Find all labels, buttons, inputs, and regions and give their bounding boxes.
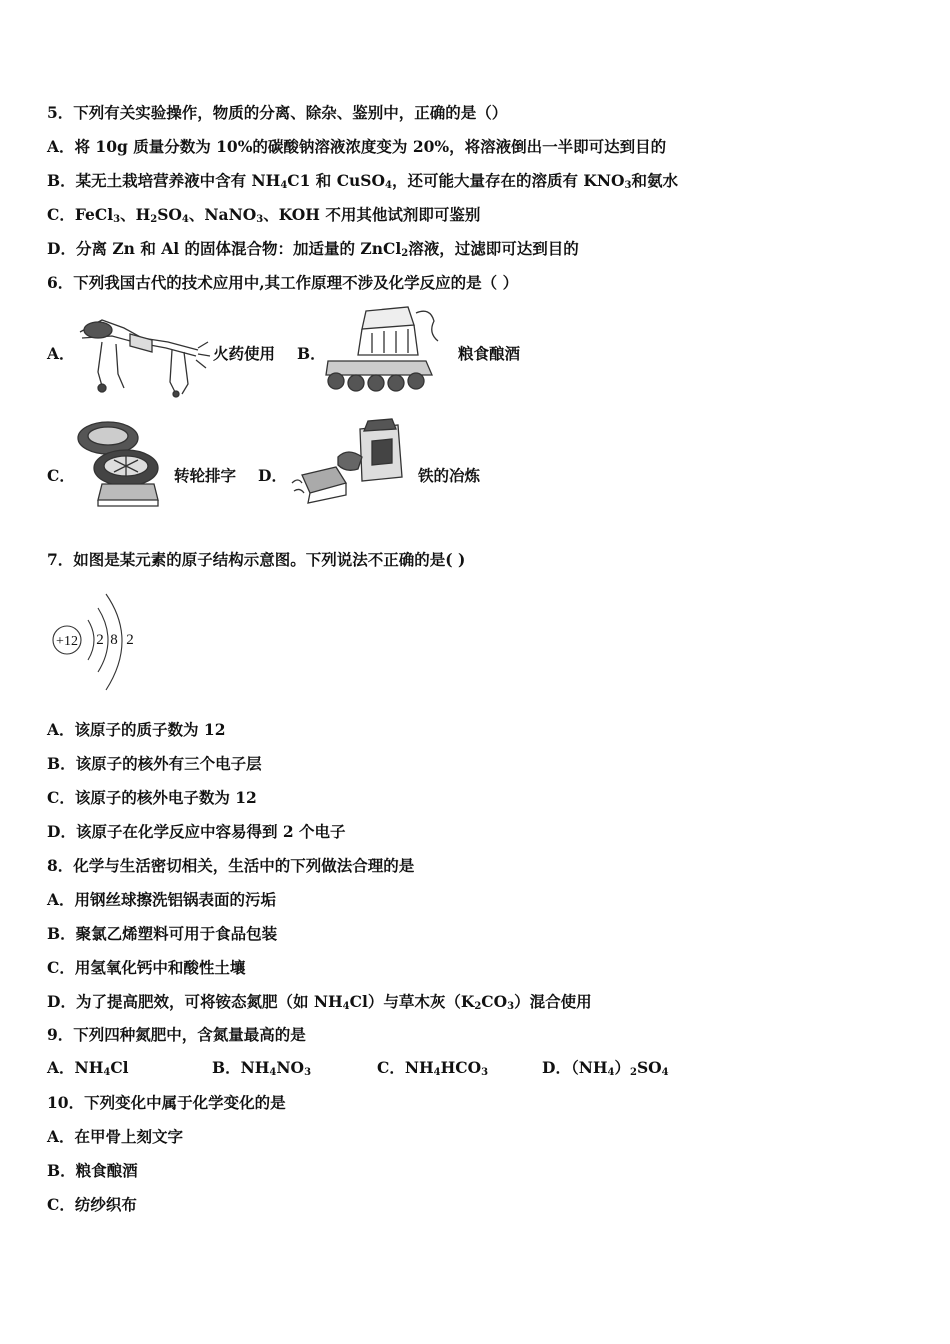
- q8-option-c: C．用氢氧化钙中和酸性土壤: [47, 958, 246, 977]
- q6-option-b-caption: 粮食酿酒: [458, 344, 521, 363]
- nucleus-charge: +12: [56, 634, 78, 649]
- q7-option-d: D．该原子在化学反应中容易得到 2 个电子: [47, 822, 346, 841]
- q10-option-a: A．在甲骨上刻文字: [47, 1127, 184, 1146]
- q7-option-a: A．该原子的质子数为 12: [47, 720, 226, 739]
- gunpowder-illustration: [72, 312, 212, 398]
- q10-option-c: C．纺纱织布: [47, 1195, 137, 1214]
- q9-option-a: A．$NH_4Cl$: [47, 1058, 129, 1078]
- shell-count-2: 8: [110, 632, 118, 648]
- shell-arc-1: [88, 620, 94, 660]
- q5-option-b: B．某无土栽培营养液中含有 $NH_4C1$ 和 CuSO$_4$，还可能大量存在的溶质有 $KNO_3$和氨水: [47, 171, 678, 191]
- shell-count-1: 2: [96, 632, 104, 648]
- shell-count-3: 2: [126, 632, 134, 648]
- q7-option-c: C．该原子的核外电子数为 12: [47, 788, 257, 807]
- q6-option-d-label: D．: [258, 466, 287, 485]
- q5-option-d: D．分离 Zn 和 Al 的固体混合物：加适量的 ZnCl$_2$溶液，过滤即可达到目的: [47, 239, 579, 259]
- brewing-illustration: [322, 303, 442, 399]
- q8-option-b: B．聚氯乙烯塑料可用于食品包装: [47, 924, 278, 943]
- q5-option-a: A．将 10g 质量分数为 10%的碳酸钠溶液浓度变为 20%，将溶液倒出一半即可达到目的: [47, 137, 667, 156]
- q8-option-d: D．为了提高肥效，可将铵态氮肥（如 $NH_4Cl$）与草木灰$(K_2CO_3)$混合使用: [47, 992, 592, 1012]
- q10-stem: 10．下列变化中属于化学变化的是: [47, 1093, 286, 1112]
- movable-type-illustration: [74, 414, 166, 510]
- q9-option-b: B．$NH_4NO_3$: [212, 1058, 312, 1078]
- q8-option-a: A．用钢丝球擦洗铝锅表面的污垢: [47, 890, 277, 909]
- q7-option-b: B．该原子的核外有三个电子层: [47, 754, 262, 773]
- q6-option-a-caption: 火药使用: [213, 344, 276, 363]
- q6-option-a-label: A．: [47, 344, 75, 363]
- q9-option-d: D．$(NH_4)_2SO_4$: [542, 1058, 669, 1078]
- q5-stem: 5．下列有关实验操作，物质的分离、除杂、鉴别中，正确的是（）: [47, 103, 508, 122]
- q6-option-b-label: B．: [297, 344, 326, 363]
- q6-option-c-label: C．: [47, 466, 75, 485]
- q6-stem: 6．下列我国古代的技术应用中,其工作原理不涉及化学反应的是（ ）: [47, 273, 519, 292]
- q8-stem: 8．化学与生活密切相关，生活中的下列做法合理的是: [47, 856, 415, 875]
- iron-smelting-illustration: [288, 417, 410, 509]
- q10-option-b: B．粮食酿酒: [47, 1161, 138, 1180]
- q9-option-c: C．$NH_4HCO_3$: [377, 1058, 489, 1078]
- q6-option-c-caption: 转轮排字: [174, 466, 237, 485]
- q5-option-c: C．FeCl$_3$、$H_2SO_4$、NaNO$_3$、KOH 不用其他试剂即可鉴别: [47, 205, 481, 225]
- q7-stem: 7．如图是某元素的原子结构示意图。下列说法不正确的是( ): [47, 550, 466, 569]
- q6-option-d-caption: 铁的冶炼: [418, 466, 481, 485]
- q9-stem: 9．下列四种氮肥中，含氮量最高的是: [47, 1025, 306, 1044]
- atom-structure-diagram: [48, 586, 138, 696]
